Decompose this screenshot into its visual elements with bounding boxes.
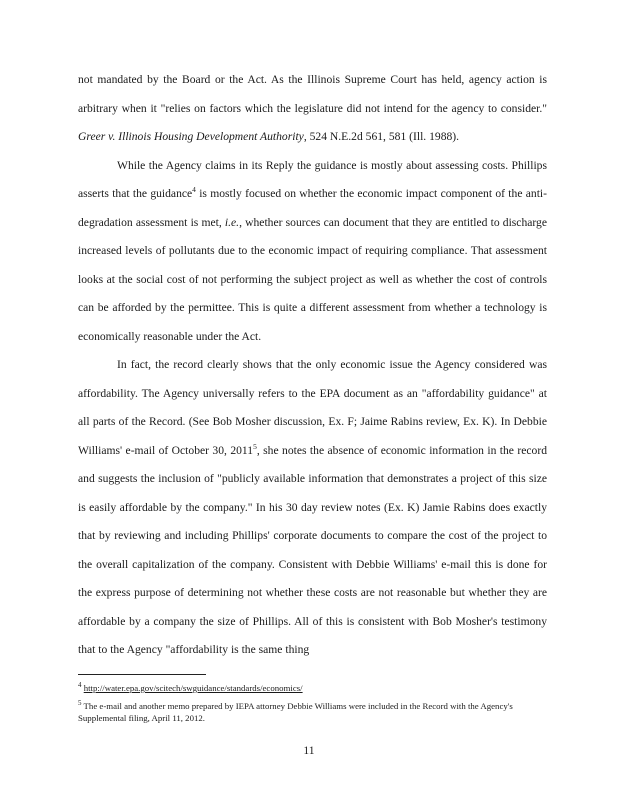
body-text bbox=[78, 66, 547, 665]
paragraph-1: not mandated by the Board or the Act. As the Illinois Supreme Court has held, agency action is arbitrary when it "relies on factors which the legislature did not intend for the agency to consider." Greer v. Illinois Housing Development Authority, 524 N.E.2d 561, 581 (Ill. 1988). bbox=[78, 73, 547, 143]
footnote-ref-5[interactable]: 5 bbox=[253, 441, 257, 451]
footnote-link[interactable]: http://water.epa.gov/scitech/swguidance/standards/economics/ bbox=[83, 683, 303, 693]
case-citation: Greer v. Illinois Housing Development Authority bbox=[78, 130, 304, 143]
paragraph-3: In fact, the record clearly shows that the only economic issue the Agency considered was affordability. The Agency universally refers to the EPA document as an "affordability guidance" at all parts of the Record. (See Bob Mosher discussion, Ex. F; Jaime Rabins review, Ex. K). In Debbie Williams' e-mail of October 30, 2011$^5$, she notes the absence of economic information in the record and suggests the inclusion of "publicly available information that demonstrates a project of this size is easily affordable by the company." In his 30 day review notes (Ex. K) Jamie Rabins does exactly that by reviewing and including Phillips' corporate documents to compare the cost of the project to the overall capitalization of the company. Consistent with Debbie Williams' e-mail this is done for the express purpose of determining not whether these costs are not reasonable but whether they are affordable by a company the size of Phillips. All of this is consistent with Bob Mosher's testimony that to the Agency "affordability is the same thing bbox=[78, 358, 547, 656]
footnote-4: $^4$ http://water.epa.gov/scitech/swguidance/standards/economics/ bbox=[78, 681, 303, 693]
footnote-ref-4[interactable]: 4 bbox=[192, 185, 196, 195]
footnote-5: $^5$ The e-mail and another memo prepared by IEPA attorney Debbie Williams were included in the Record with the Agency's Supplemental filing, April 11, 2012. bbox=[78, 698, 513, 723]
footnotes bbox=[78, 682, 550, 730]
paragraph-2: While the Agency claims in its Reply the guidance is mostly about assessing costs. Phillips asserts that the guidance$^4$ is mostly focused on whether the economic impact component of the anti-degradation assessment is met, i.e., whether sources can document that they are entitled to discharge increased levels of pollutants due to the economic impact of requiring compliance. That assessment looks at the social cost of not performing the subject project as well as whether the cost of controls can be afforded by the permittee. This is quite a different assessment from whether a technology is economically reasonable under the Act. bbox=[78, 158, 548, 343]
page-number: 11 bbox=[303, 744, 315, 757]
footnote-divider bbox=[78, 674, 206, 675]
